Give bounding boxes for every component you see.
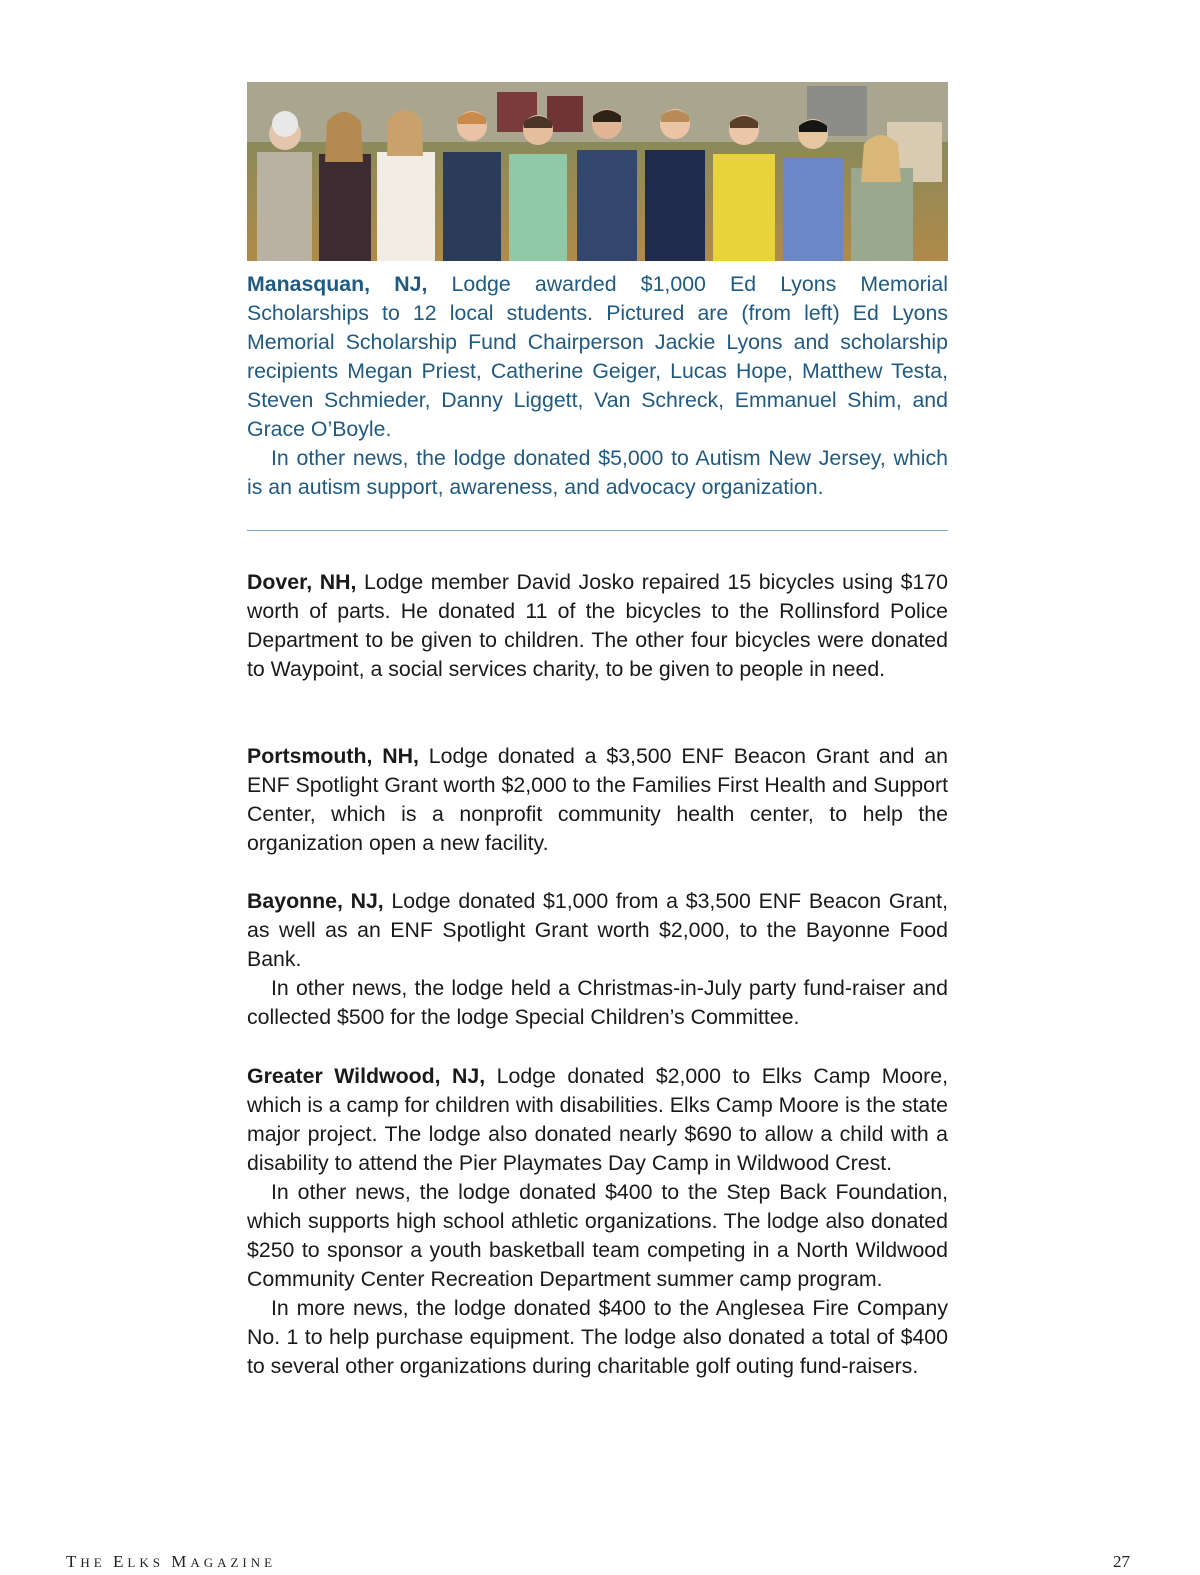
news-item-portsmouth: [247, 742, 948, 858]
footer-title-part: LKS: [127, 1555, 172, 1570]
footer-title-part: E: [112, 1552, 128, 1571]
news-paragraph: [247, 742, 948, 858]
caption-paragraph-2: In other news, the lodge donated $5,000 to Autism New Jersey, which is an autism support, awareness, and advocacy organization.: [247, 446, 948, 499]
group-photo: [247, 82, 948, 261]
news-lead: Dover, NH,: [247, 570, 357, 594]
footer-title-part: HE: [80, 1555, 113, 1570]
news-lead: Bayonne, NJ,: [247, 889, 384, 913]
news-paragraph-2: In other news, the lodge held a Christmas-in-July party fund-raiser and collected $500 for the lodge Special Children’s Committee.: [247, 976, 948, 1029]
news-text: Lodge donated $2,000 to Elks Camp Moore, which is a camp for children with disabilities. Elks Camp Moore is the state major project. The lodge also donated nearly $690 to allow a child with a disability to attend the Pier Playmates Day Camp in Wildwood Crest.: [247, 1064, 948, 1175]
news-paragraph-3: In more news, the lodge donated $400 to the Anglesea Fire Company No. 1 to help purchase equipment. The lodge also donated a total of $400 to several other organizations during charitable golf outing fund-raisers.: [247, 1296, 948, 1378]
news-text: Lodge member David Josko repaired 15 bicycles using $170 worth of parts. He donated 11 of the bicycles to the Rollinsford Police Department to be given to children. The other four bicycles were donated to Waypoint, a social services charity, to be given to people in need.: [247, 570, 949, 681]
photo-caption: [247, 270, 948, 502]
news-text: Lodge donated a $3,500 ENF Beacon Grant and an ENF Spotlight Grant worth $2,000 to the Families First Health and Support Center, which is a nonprofit community health center, to help the organization open a new facility.: [247, 744, 948, 855]
news-paragraph: [247, 887, 948, 974]
news-paragraph: [247, 1062, 948, 1178]
news-text: Lodge donated $1,000 from a $3,500 ENF Beacon Grant, as well as an ENF Spotlight Grant worth $2,000, to the Bayonne Food Bank.: [247, 889, 948, 971]
section-divider: [247, 530, 948, 531]
group-photo-illustration: [247, 82, 948, 261]
footer-title-part: M: [171, 1552, 191, 1571]
caption-paragraph: [247, 270, 948, 444]
caption-lead: Manasquan, NJ,: [247, 272, 428, 296]
news-lead: Portsmouth, NH,: [247, 744, 419, 768]
magazine-title: [66, 1552, 276, 1572]
footer-title-part: T: [66, 1552, 81, 1571]
caption-text: Lodge awarded $1,000 Ed Lyons Memorial Scholarships to 12 local students. Pictured are (from left) Ed Lyons Memorial Scholarship Fund Chairperson Jackie Lyons and scholarship recipients Megan Priest, Catherine Geiger, Lucas Hope, Matthew Testa, Steven Schmieder, Danny Liggett, Van Schreck, Emmanuel Shim, and Grace O’Boyle.: [247, 272, 948, 441]
news-paragraph-2: In other news, the lodge donated $400 to the Step Back Foundation, which supports high school athletic organizations. The lodge also donated $250 to sponsor a youth basketball team competing in a North Wildwood Community Center Recreation Department summer camp program.: [247, 1180, 948, 1291]
footer-title-part: AGAZINE: [190, 1555, 277, 1570]
news-paragraph: [247, 568, 948, 684]
news-item-bayonne: [247, 887, 948, 1032]
page-number: 27: [1113, 1552, 1130, 1571]
news-item-dover: [247, 568, 948, 684]
news-lead: Greater Wildwood, NJ,: [247, 1064, 486, 1088]
news-item-greater-wildwood: [247, 1062, 948, 1381]
